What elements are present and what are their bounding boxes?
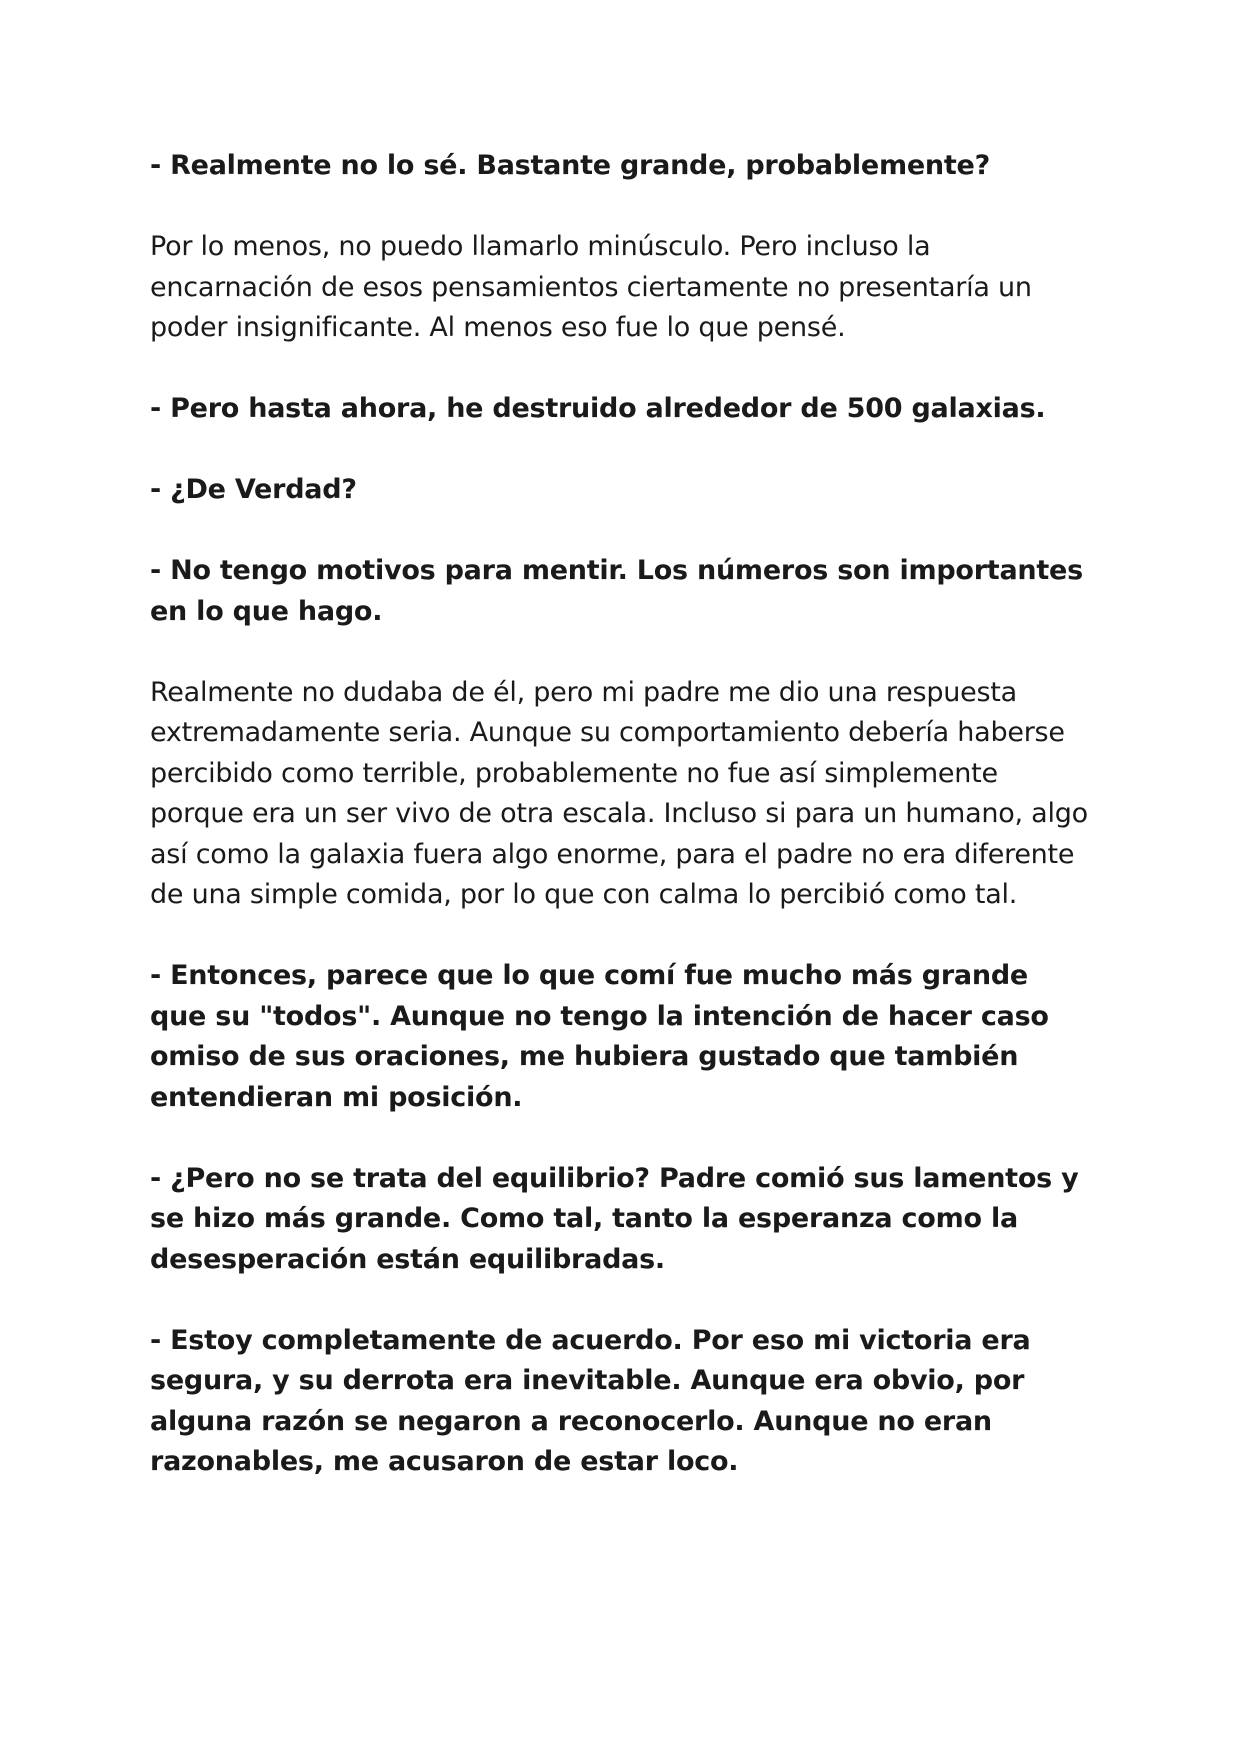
dialogue-paragraph: - Pero hasta ahora, he destruido alrededor de 500 galaxias. [150,393,1046,424]
dialogue-paragraph: - Realmente no lo sé. Bastante grande, probablemente? [150,150,991,181]
dialogue-paragraph: - ¿De Verdad? [150,474,357,505]
dialogue-paragraph: - Entonces, parece que lo que comí fue mucho más grande que su "todos". Aunque no tengo la intención de hacer caso omiso de sus oraciones, me hubiera gustado que también entendieran mi posición. [150,960,1049,1113]
dialogue-paragraph: - No tengo motivos para mentir. Los números son importantes en lo que hago. [150,555,1083,627]
dialogue-paragraph: - Estoy completamente de acuerdo. Por eso mi victoria era segura, y su derrota era inevitable. Aunque era obvio, por alguna razón se negaron a reconocerlo. Aunque no eran razonables, me acusaron de estar loco. [150,1324,1031,1477]
narration-paragraph: Realmente no dudaba de él, pero mi padre me dio una respuesta extremadamente seria. Aunque su comportamiento debería haberse percibido como terrible, probablemente no fue así simplemente porque era un ser vivo de otra escala. Incluso si para un humano, algo así como la galaxia fuera algo enorme, para el padre no era diferente de una simple comida, por lo que con calma lo percibió como tal. [150,676,1088,910]
dialogue-paragraph: - ¿Pero no se trata del equilibrio? Padre comió sus lamentos y se hizo más grande. Como tal, tanto la esperanza como la desesperación están equilibradas. [150,1162,1079,1275]
document-body [150,146,1092,1523]
narration-paragraph: Por lo menos, no puedo llamarlo minúsculo. Pero incluso la encarnación de esos pensamientos ciertamente no presentaría un poder insignificante. Al menos eso fue lo que pensé. [150,231,1032,343]
